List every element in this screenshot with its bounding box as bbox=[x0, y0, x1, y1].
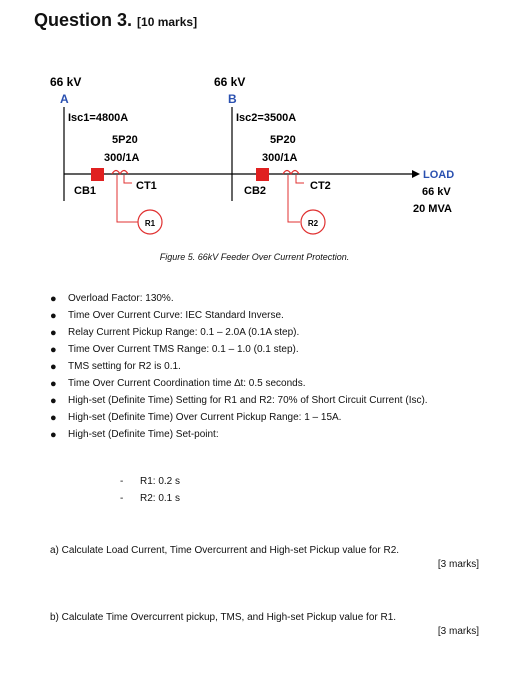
given-data-item bbox=[50, 309, 490, 323]
question-a-marks: [3 marks] bbox=[437, 559, 479, 570]
given-data-text: Time Over Current Curve: IEC Standard Inverse. bbox=[68, 310, 284, 321]
setpoint-item bbox=[120, 475, 180, 489]
ct1-ratio: 300/1A bbox=[104, 152, 140, 164]
feeder-diagram bbox=[0, 0, 509, 280]
question-marks: [10 marks] bbox=[137, 15, 198, 29]
question-a: a) Calculate Load Current, Time Overcurrent and High-set Pickup value for R2. bbox=[50, 545, 400, 556]
relay-r1-label: R1 bbox=[144, 219, 156, 228]
given-data-text: High-set (Definite Time) Set-point: bbox=[68, 429, 219, 440]
given-data-item bbox=[50, 394, 490, 408]
bus-b-label: B bbox=[228, 92, 237, 106]
ct2-wiring bbox=[288, 175, 300, 222]
ct1-label: CT1 bbox=[136, 180, 157, 192]
figure-caption: Figure 5. 66kV Feeder Over Current Protection. bbox=[159, 252, 350, 262]
ct1-class: 5P20 bbox=[112, 134, 138, 146]
given-data-text: Overload Factor: 130%. bbox=[68, 293, 174, 304]
load-arrow-icon bbox=[412, 170, 420, 178]
question-b: b) Calculate Time Overcurrent pickup, TMS, and High-set Pickup value for R1. bbox=[50, 612, 397, 623]
load-voltage: 66 kV bbox=[422, 186, 451, 198]
ct2-label: CT2 bbox=[310, 180, 331, 192]
ct2-wiring-tap bbox=[296, 175, 304, 183]
setpoint-text: R1: 0.2 s bbox=[140, 476, 181, 487]
bus-a-voltage: 66 kV bbox=[50, 75, 82, 89]
given-data-item bbox=[50, 411, 490, 425]
given-data-text: High-set (Definite Time) Setting for R1 and R2: 70% of Short Circuit Current (Isc). bbox=[68, 395, 428, 406]
given-data-item bbox=[50, 428, 490, 442]
bullet-icon: ● bbox=[50, 327, 57, 339]
ct1-wiring bbox=[117, 175, 138, 222]
cb2-label: CB2 bbox=[244, 185, 267, 197]
bullet-icon: ● bbox=[50, 310, 57, 322]
bullet-icon: ● bbox=[50, 429, 57, 441]
setpoint-text: R2: 0.1 s bbox=[140, 493, 181, 504]
bus-b-voltage: 66 kV bbox=[214, 75, 246, 89]
bullet-icon: ● bbox=[50, 378, 57, 390]
question-b-marks: [3 marks] bbox=[437, 626, 479, 637]
given-data-item bbox=[50, 343, 490, 357]
breaker-cb1 bbox=[91, 168, 104, 181]
ct1-wiring-tap bbox=[124, 175, 132, 183]
given-data-text: TMS setting for R2 is 0.1. bbox=[68, 361, 181, 372]
given-data-text: Time Over Current TMS Range: 0.1 – 1.0 (0.1 step). bbox=[68, 344, 299, 355]
setpoint-item bbox=[120, 492, 180, 506]
bullet-icon: ● bbox=[50, 412, 57, 424]
given-data-item bbox=[50, 292, 490, 306]
load-label: LOAD bbox=[423, 169, 455, 181]
bullet-icon: ● bbox=[50, 361, 57, 373]
given-data-item bbox=[50, 377, 490, 391]
bullet-icon: ● bbox=[50, 293, 57, 305]
bullet-icon: ● bbox=[50, 395, 57, 407]
given-data-text: High-set (Definite Time) Over Current Pickup Range: 1 – 15A. bbox=[68, 412, 342, 423]
bus-b-fault-current: Isc2=3500A bbox=[236, 112, 297, 124]
ct2-ratio: 300/1A bbox=[262, 152, 298, 164]
given-data-text: Relay Current Pickup Range: 0.1 – 2.0A (0.1A step). bbox=[68, 327, 300, 338]
load-power: 20 MVA bbox=[413, 203, 452, 215]
given-data-text: Time Over Current Coordination time ∆t: 0.5 seconds. bbox=[68, 378, 306, 389]
question-heading: Question 3. bbox=[34, 10, 133, 30]
given-data-list bbox=[50, 292, 490, 445]
dash-icon: - bbox=[120, 476, 124, 487]
dash-icon: - bbox=[120, 493, 124, 504]
given-data-item bbox=[50, 326, 490, 340]
setpoint-list bbox=[120, 475, 180, 509]
cb1-label: CB1 bbox=[74, 185, 97, 197]
ct2-class: 5P20 bbox=[270, 134, 296, 146]
given-data-item bbox=[50, 360, 490, 374]
bullet-icon: ● bbox=[50, 344, 57, 356]
bus-a-label: A bbox=[60, 92, 69, 106]
relay-r2-label: R2 bbox=[307, 219, 319, 228]
bus-a-fault-current: Isc1=4800A bbox=[68, 112, 129, 124]
breaker-cb2 bbox=[256, 168, 269, 181]
